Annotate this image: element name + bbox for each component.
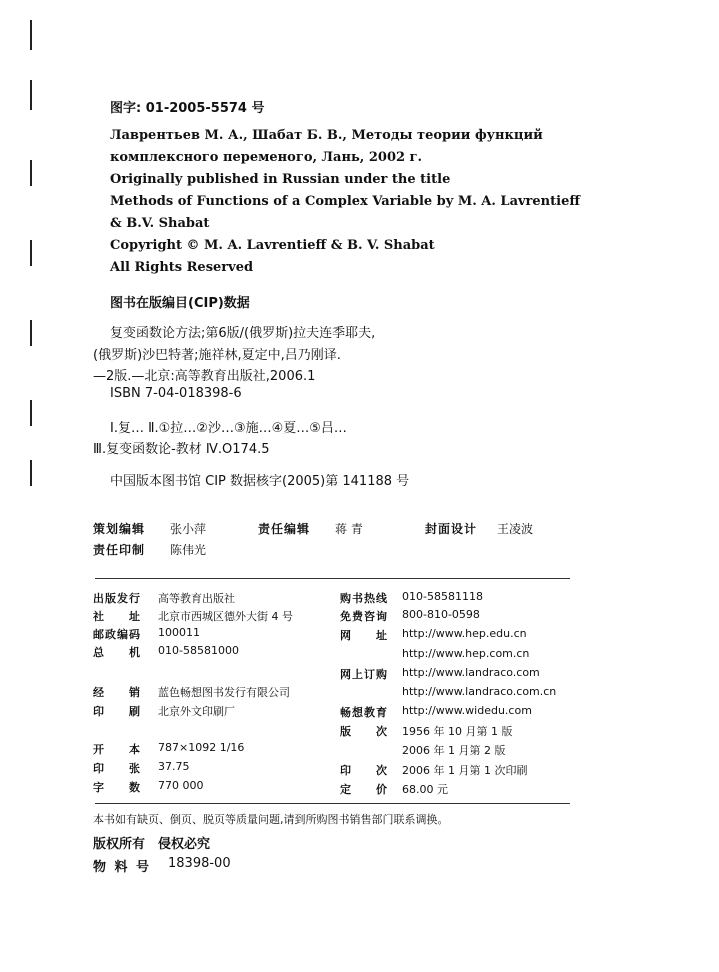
pub-label: 免费咨询: [340, 610, 388, 623]
pub-label: 定 价: [340, 783, 388, 796]
divider-top: [95, 578, 570, 579]
cover-design-name: 王凌波: [497, 522, 534, 536]
margin-bar: [30, 80, 32, 110]
pub-value: 北京市西城区德外大街 4 号: [158, 610, 293, 623]
english-line-3: & B.V. Shabat: [110, 216, 210, 231]
pub-value: 2006 年 1 月第 1 次印刷: [402, 764, 528, 777]
quality-notice: 本书如有缺页、倒页、脱页等质量问题,请到所购图书销售部门联系调换。: [93, 813, 449, 826]
margin-bar: [30, 160, 32, 186]
copyright-registration: 图字: 01-2005-5574 号: [110, 101, 265, 116]
pub-value: 2006 年 1 月第 2 版: [402, 744, 506, 757]
cip-line-5: Ⅰ.复… Ⅱ.①拉…②沙…③施…④夏…⑤吕…: [110, 421, 347, 436]
margin-bar: [30, 400, 32, 426]
cip-line-3: —2版.—北京:高等教育出版社,2006.1: [93, 369, 316, 384]
print-supervisor-name: 陈伟光: [170, 543, 207, 557]
pub-value: 770 000: [158, 779, 204, 792]
pub-value: 100011: [158, 626, 200, 639]
pub-label: 印 刷: [93, 705, 141, 718]
pub-label: 邮政编码: [93, 628, 141, 641]
pub-label: 开 本: [93, 743, 141, 756]
english-line-4: Copyright © M. A. Lavrentieff & B. V. Shabat: [110, 238, 435, 253]
cip-line-1: 复变函数论方法;第6版/(俄罗斯)拉夫连季耶夫,: [110, 326, 376, 341]
english-line-1: Originally published in Russian under the title: [110, 172, 451, 187]
russian-citation-line-1: Лаврентьев М. А., Шабат Б. В., Методы теории функций: [110, 128, 543, 143]
material-number-label: 物 料 号: [93, 860, 152, 875]
english-line-2: Methods of Functions of a Complex Variable by M. A. Lavrentieff: [110, 194, 581, 209]
pub-label: 网 址: [340, 629, 388, 642]
pub-label: 网上订购: [340, 668, 388, 681]
isbn: ISBN 7-04-018398-6: [110, 386, 242, 401]
cover-design-label: 封面设计: [425, 522, 478, 536]
planning-editor-name: 张小萍: [170, 522, 207, 536]
pub-value: 1956 年 10 月第 1 版: [402, 725, 513, 738]
pub-label: 出版发行: [93, 592, 141, 605]
pub-value: 高等教育出版社: [158, 592, 235, 605]
pub-value: 010-58581118: [402, 590, 483, 603]
pub-value: http://www.hep.com.cn: [402, 647, 530, 660]
pub-value: 800-810-0598: [402, 608, 480, 621]
russian-citation-line-2: комплексного переменого, Лань, 2002 г.: [110, 150, 423, 165]
pub-value: 北京外文印刷厂: [158, 705, 235, 718]
pub-label: 版 次: [340, 725, 388, 738]
pub-value: 蓝色畅想图书发行有限公司: [158, 686, 290, 699]
pub-value: http://www.hep.edu.cn: [402, 627, 527, 640]
planning-editor-label: 策划编辑: [93, 522, 146, 536]
pub-label: 总 机: [93, 646, 141, 659]
pub-value: 37.75: [158, 760, 190, 773]
margin-bar: [30, 20, 32, 50]
margin-bar: [30, 460, 32, 486]
english-line-5: All Rights Reserved: [110, 260, 254, 275]
print-supervisor-label: 责任印制: [93, 543, 146, 557]
margin-bar: [30, 240, 32, 266]
pub-label: 购书热线: [340, 592, 388, 605]
pub-value: http://www.widedu.com: [402, 704, 532, 717]
cip-line-6: Ⅲ.复变函数论-教材 Ⅳ.O174.5: [93, 442, 270, 457]
cip-heading: 图书在版编目(CIP)数据: [110, 296, 250, 311]
divider-bottom: [95, 803, 570, 804]
cip-line-2: (俄罗斯)沙巴特著;施祥林,夏定中,吕乃刚译.: [93, 348, 341, 363]
pub-label: 畅想教育: [340, 706, 388, 719]
material-number: 18398-00: [168, 856, 231, 871]
pub-value: http://www.landraco.com.cn: [402, 685, 557, 698]
pub-label: 经 销: [93, 686, 141, 699]
pub-label: 印 次: [340, 764, 388, 777]
cip-record-number: 中国版本图书馆 CIP 数据核字(2005)第 141188 号: [110, 474, 410, 489]
pub-value: http://www.landraco.com: [402, 666, 540, 679]
responsible-editor-name: 蒋 青: [335, 522, 363, 536]
pub-label: 社 址: [93, 610, 141, 623]
pub-value: 68.00 元: [402, 783, 448, 796]
pub-label: 印 张: [93, 762, 141, 775]
rights-reserved: 版权所有 侵权必究: [93, 837, 211, 852]
pub-value: 787×1092 1/16: [158, 741, 245, 754]
margin-bar: [30, 320, 32, 346]
responsible-editor-label: 责任编辑: [258, 522, 311, 536]
pub-label: 字 数: [93, 781, 141, 794]
pub-value: 010-58581000: [158, 644, 239, 657]
